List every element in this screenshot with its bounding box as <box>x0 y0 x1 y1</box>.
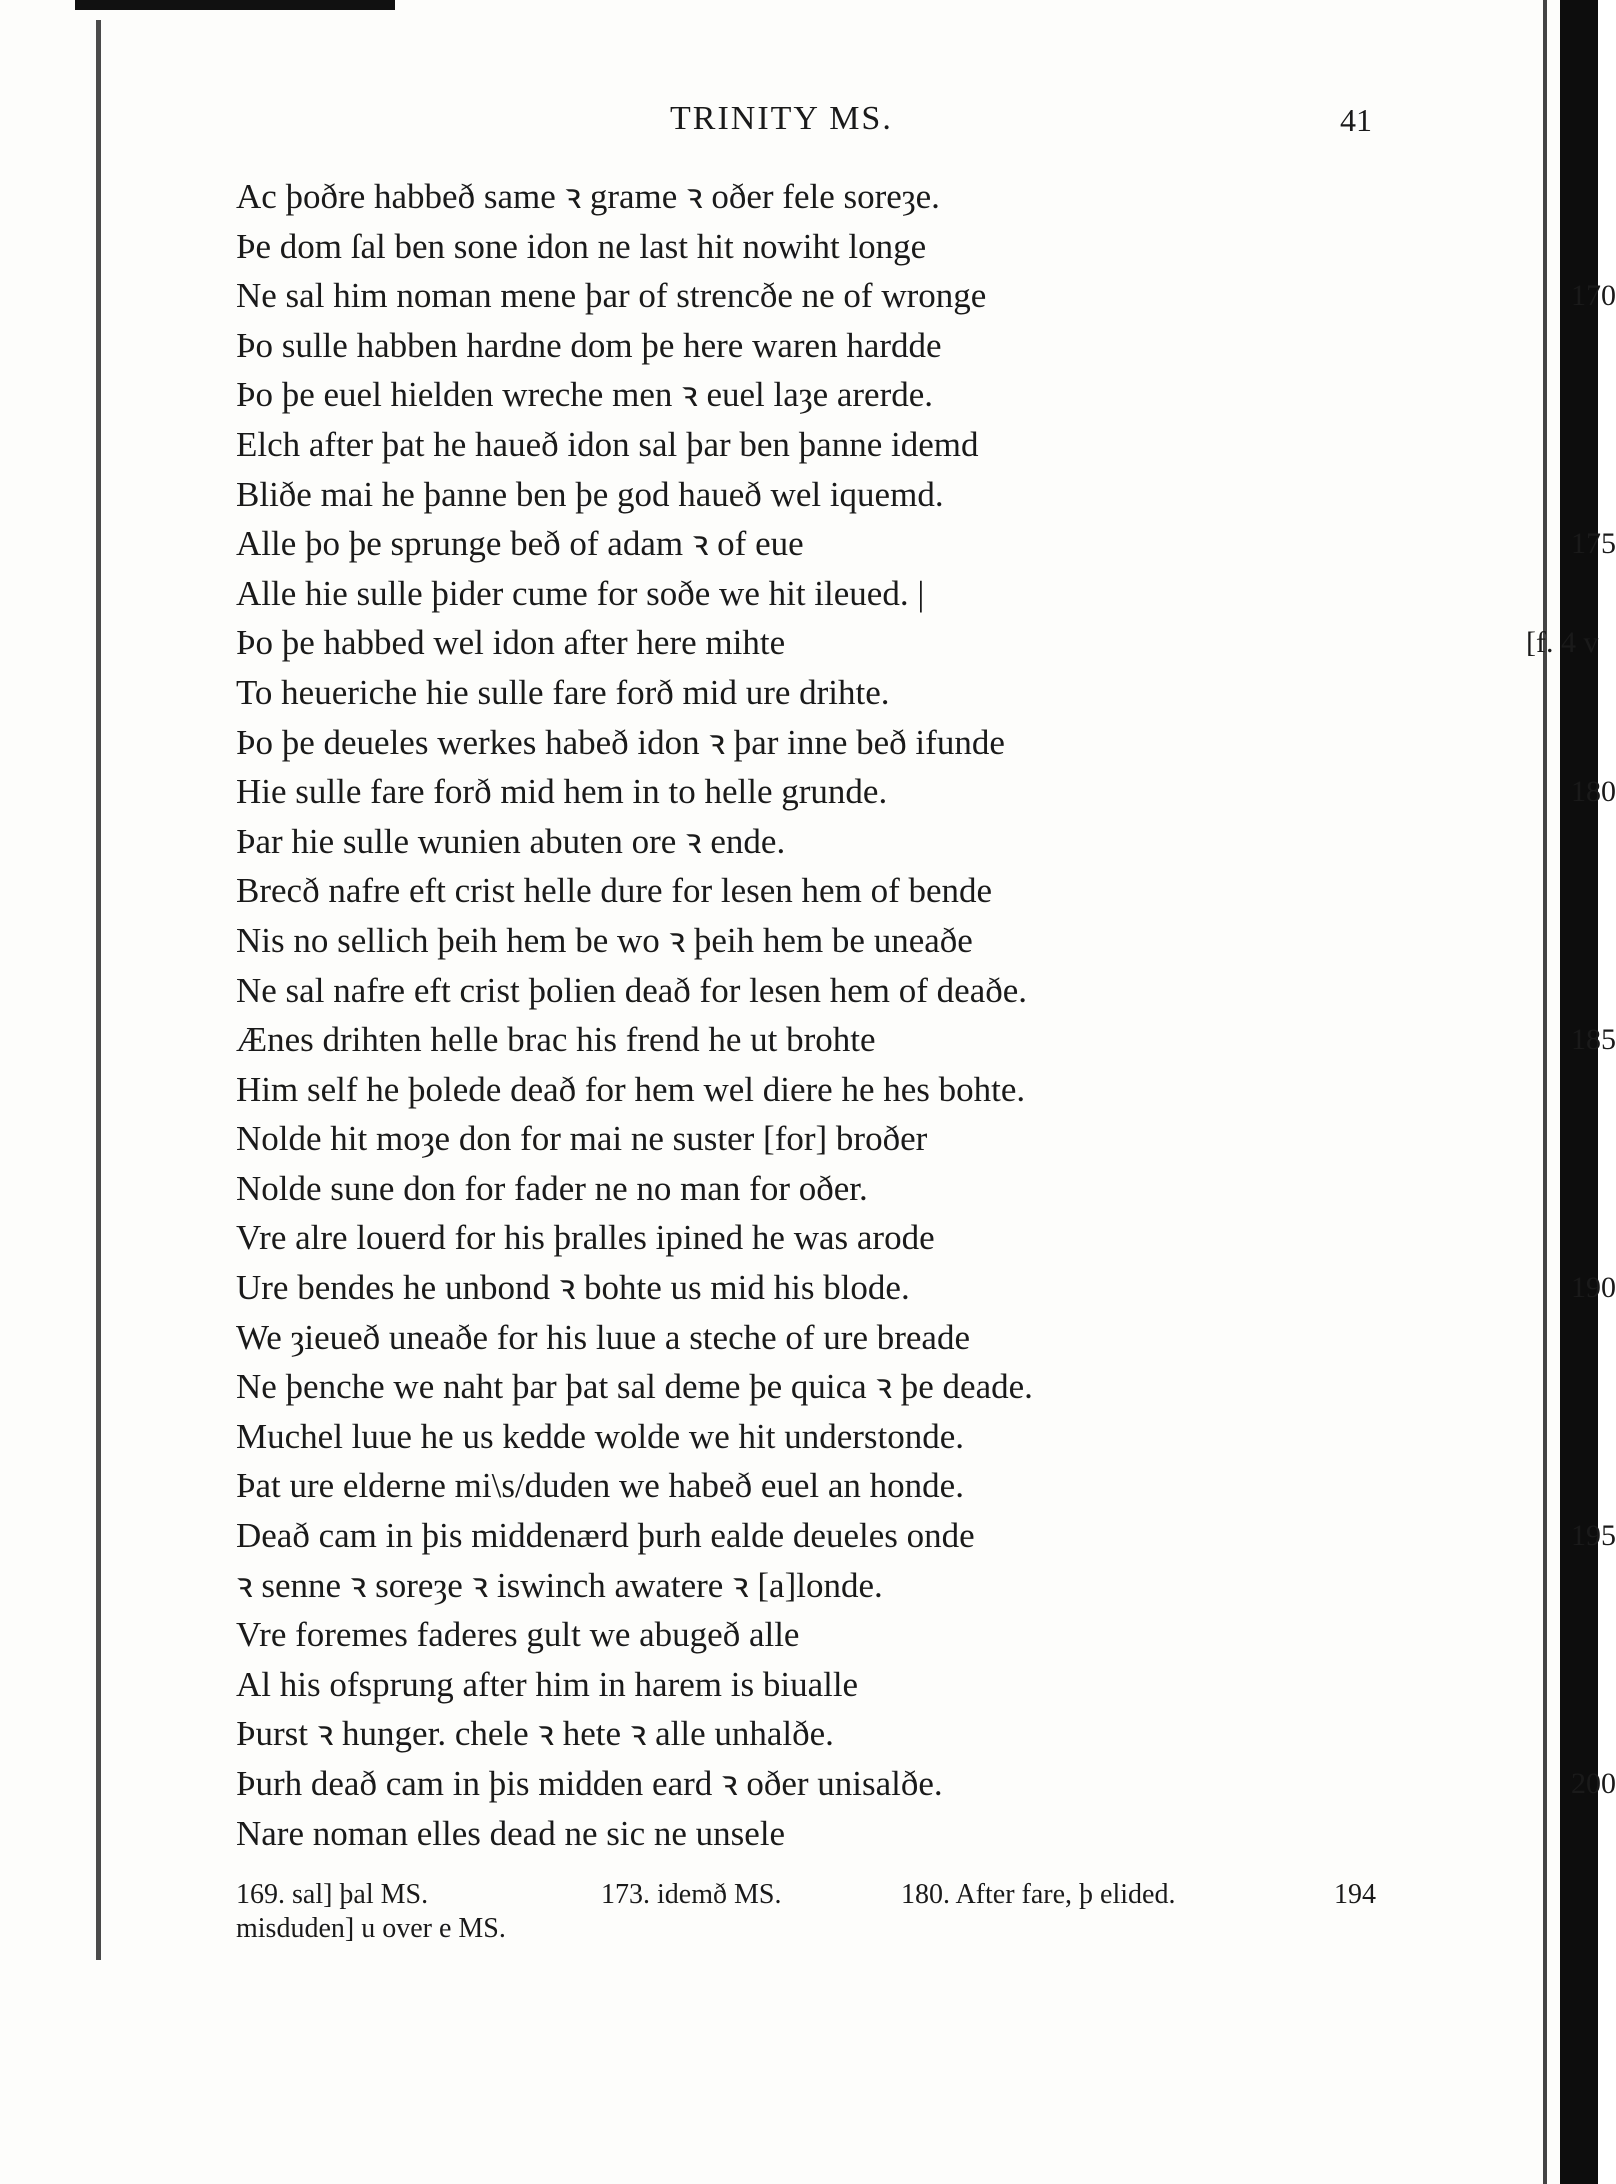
verse-line <box>236 1759 1616 1809</box>
verse-line <box>236 1263 1616 1313</box>
footnote-row <box>236 1912 1396 1946</box>
scan-edge-right <box>1560 0 1598 2184</box>
running-title: TRINITY MS. <box>670 100 893 137</box>
verse-line-text: Bliðe mai he þanne ben þe god haueð wel iquemd. <box>236 474 944 514</box>
verse-line <box>236 866 1376 916</box>
line-number: 185 <box>1571 1023 1616 1057</box>
scan-edge-left <box>96 20 101 1960</box>
verse-line <box>236 1561 1376 1611</box>
footnote-180: 180. After fare, þ elided. <box>901 1879 1176 1910</box>
verse-line <box>236 1610 1376 1660</box>
footnote-173: 173. idemð MS. <box>601 1879 782 1910</box>
verse-line-text: Ne þenche we naht þar þat sal deme þe quica ꝛ þe deade. <box>236 1367 1033 1407</box>
verse-line-text: Þo þe habbed wel idon after here mihte <box>236 623 786 663</box>
verse-line <box>236 668 1376 718</box>
line-number: 170 <box>1571 279 1616 313</box>
footnotes <box>236 1878 1396 1946</box>
verse-text <box>236 172 1616 1858</box>
verse-line-text: Ne sal him noman mene þar of strencðe ne of wronge <box>236 276 987 316</box>
verse-line <box>236 222 1376 272</box>
verse-line <box>236 1015 1616 1065</box>
verse-line-text: We ȝieueð uneaðe for his luue a steche of ure breade <box>236 1317 970 1357</box>
verse-line-text: Vre alre louerd for his þralles ipined he was arode <box>236 1218 935 1258</box>
verse-line-text: Alle þo þe sprunge beð of adam ꝛ of eue <box>236 524 804 564</box>
verse-line <box>236 1362 1376 1412</box>
verse-line <box>236 1114 1376 1164</box>
verse-line-text: ꝛ senne ꝛ soreȝe ꝛ iswinch awatere ꝛ [a]londe. <box>236 1565 883 1605</box>
verse-line <box>236 569 1376 619</box>
verse-line-text: Ac þoðre habbeð same ꝛ grame ꝛ oðer fele soreȝe. <box>236 177 940 216</box>
line-number: 175 <box>1571 527 1616 561</box>
footnote-194: misduden] u over e MS. <box>236 1913 506 1944</box>
verse-line-text: Þar hie sulle wunien abuten ore ꝛ ende. <box>236 821 786 861</box>
verse-line-text: Nare noman elles dead ne sic ne unsele <box>236 1813 786 1853</box>
verse-line-text: Þo sulle habben hardne dom þe here waren hardde <box>236 325 942 365</box>
verse-line-text: Þurst ꝛ hunger. chele ꝛ hete ꝛ alle unhalðe. <box>236 1714 834 1754</box>
verse-line-text: Hie sulle fare forð mid hem in to helle grunde. <box>236 772 888 812</box>
line-number: 195 <box>1571 1519 1616 1553</box>
verse-line <box>236 1213 1376 1263</box>
verse-line-text: Alle hie sulle þider cume for soðe we hit ileued. | <box>236 573 925 613</box>
verse-line <box>236 1809 1376 1859</box>
footnote-169: 169. sal] þal MS. <box>236 1879 429 1910</box>
verse-line <box>236 1709 1376 1759</box>
verse-line-text: Brecð nafre eft crist helle dure for lesen hem of bende <box>236 871 993 911</box>
verse-line-text: Þurh deað cam in þis midden eard ꝛ oðer unisalðe. <box>236 1764 943 1803</box>
scan-edge-top <box>75 0 395 10</box>
verse-line <box>236 1660 1376 1710</box>
verse-line-text: Vre foremes faderes gult we abugeð alle <box>236 1615 800 1655</box>
verse-line-text: Þo þe deueles werkes habeð idon ꝛ þar inne beð ifunde <box>236 722 1005 762</box>
verse-line <box>236 271 1616 321</box>
verse-line-text: Nis no sellich þeih hem be wo ꝛ þeih hem be uneaðe <box>236 920 973 960</box>
verse-line <box>236 1511 1616 1561</box>
verse-line-text: To heueriche hie sulle fare forð mid ure drihte. <box>236 672 890 712</box>
verse-line <box>236 966 1376 1016</box>
verse-line-text: Þo þe euel hielden wreche men ꝛ euel laȝe arerde. <box>236 375 934 415</box>
verse-line-text: Nolde hit moȝe don for mai ne suster [for] broðer <box>236 1119 928 1159</box>
verse-line <box>236 470 1376 520</box>
verse-line <box>236 321 1376 371</box>
footnote-row <box>236 1878 1396 1912</box>
verse-line-text: Ne sal nafre eft crist þolien deað for lesen hem of deaðe. <box>236 970 1028 1010</box>
verse-line <box>236 1412 1376 1462</box>
folio-marker: [f. 4 v <box>1526 626 1599 660</box>
verse-line-text: Ænes drihten helle brac his frend he ut brohte <box>236 1020 876 1060</box>
verse-line <box>236 1065 1376 1115</box>
verse-line <box>236 767 1616 817</box>
verse-line-text: Al his ofsprung after him in harem is biualle <box>236 1664 859 1704</box>
footnote-194-number: 194 <box>1334 1879 1376 1910</box>
scan-edge-right-inner <box>1543 0 1547 2184</box>
verse-line-text: Muchel luue he us kedde wolde we hit understonde. <box>236 1416 965 1456</box>
verse-line <box>236 420 1376 470</box>
page-number: 41 <box>1340 102 1372 138</box>
verse-line-text: Nolde sune don for fader ne no man for oðer. <box>236 1168 868 1208</box>
verse-line-text: Þe dom ſal ben sone idon ne last hit nowiht longe <box>236 226 927 266</box>
verse-line <box>236 1313 1376 1363</box>
line-number: 200 <box>1571 1767 1616 1800</box>
verse-line <box>236 1164 1376 1214</box>
verse-line-text: Deað cam in þis middenærd þurh ealde deueles onde <box>236 1516 975 1556</box>
line-number: 190 <box>1571 1271 1616 1305</box>
verse-line-text: Þat ure elderne mi\s/duden we habeð euel an honde. <box>236 1466 964 1506</box>
verse-line <box>236 817 1376 867</box>
running-header <box>0 100 1598 150</box>
verse-line <box>236 519 1616 569</box>
verse-line-text: Elch after þat he haueð idon sal þar ben þanne idemd <box>236 424 979 464</box>
line-number: 180 <box>1571 775 1616 809</box>
verse-line-text: Ure bendes he unbond ꝛ bohte us mid his blode. <box>236 1268 910 1308</box>
verse-line-text: Him self he þolede deað for hem wel diere he hes bohte. <box>236 1069 1026 1109</box>
verse-line <box>236 916 1376 966</box>
verse-line <box>236 718 1376 768</box>
verse-line <box>236 1461 1376 1511</box>
verse-line <box>236 618 1599 668</box>
verse-line <box>236 172 1376 222</box>
verse-line <box>236 370 1376 420</box>
